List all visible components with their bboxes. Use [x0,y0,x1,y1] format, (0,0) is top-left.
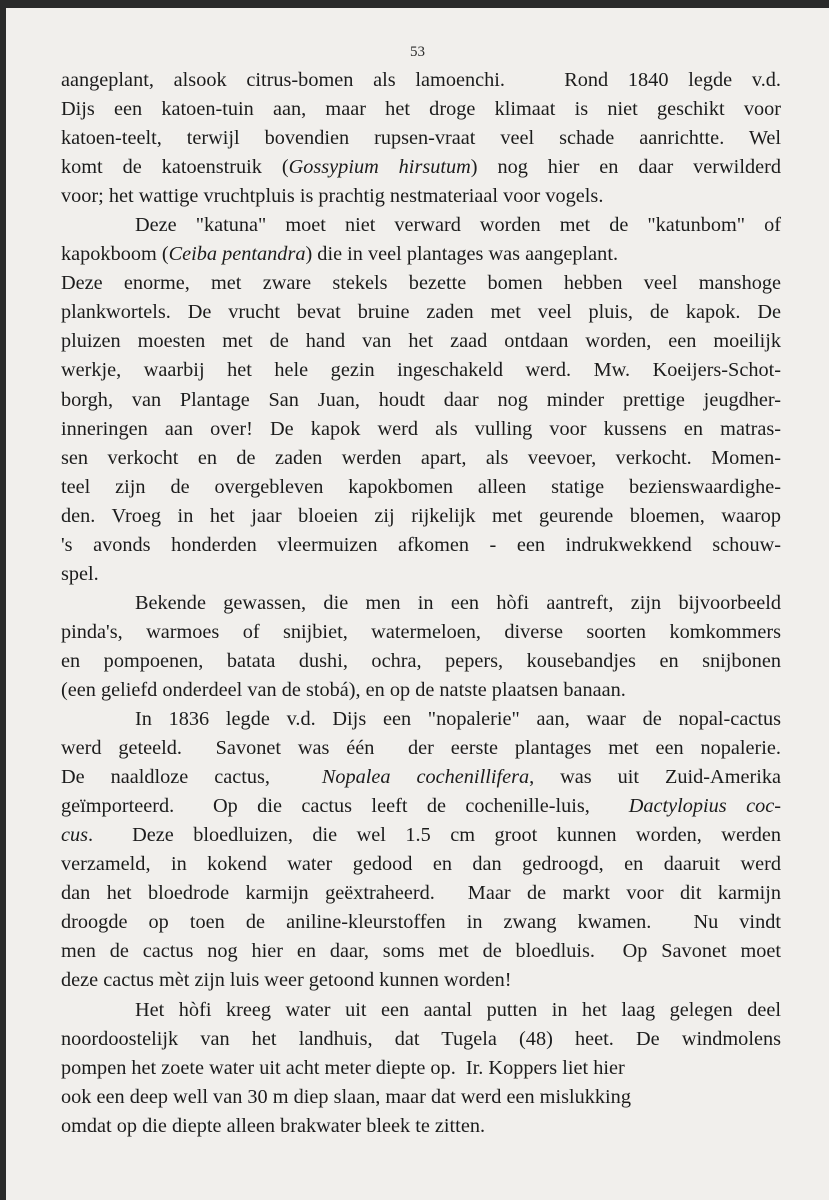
text-line [61,937,781,966]
text-run: droogde op toen de aniline-kleurstoffen in zwang kwamen. Nu vindt [61,911,781,934]
text-run: pinda's, warmoes of snijbiet, watermeloen, diverse soorten komkommers [61,620,781,643]
text-line [61,531,781,560]
text-run: Dijs een katoen-tuin aan, maar het droge klimaat is niet geschikt voor [61,98,781,121]
text-run: komt de katoenstruik ( [61,156,289,179]
text-run: noordoostelijk van het landhuis, dat Tugela (48) heet. De windmolens [61,1027,781,1050]
text-line [61,966,781,995]
text-run: men de cactus nog hier en daar, soms met de bloedluis. Op Savonet moet [61,940,781,963]
paragraph-first-line [61,211,781,240]
text-run: In 1836 legde v.d. Dijs een "nopalerie" aan, waar de nopal-cactus [135,708,781,731]
text-line [61,240,781,269]
text-run: plankwortels. De vrucht bevat bruine zaden met veel pluis, de kapok. De [61,301,781,324]
text-line [61,792,781,821]
text-run: verzameld, in kokend water gedood en dan gedroogd, en daaruit werd [61,853,781,876]
text-run: , was uit Zuid-Amerika [529,766,782,789]
text-run: 's avonds honderden vleermuizen afkomen - een indrukwekkend schouw- [61,533,781,556]
text-line [61,821,781,850]
text-line [61,560,781,589]
text-line [61,415,781,444]
text-line [61,182,781,211]
text-run: werkje, waarbij het hele gezin ingeschakeld werd. Mw. Koeijers-Schot- [61,359,781,382]
text-run: De naaldloze cactus, [61,766,322,789]
text-run: dan het bloedrode karmijn geëxtraheerd. Maar de markt voor dit karmijn [61,882,781,905]
text-run: (een geliefd onderdeel van de stobá), en op de natste plaatsen banaan. [61,678,626,701]
text-line [61,124,781,153]
text-run: sen verkocht en de zaden werden apart, als veevoer, verkocht. Momen- [61,446,781,469]
text-line [61,908,781,937]
text-run: omdat op die diepte alleen brakwater bleek te zitten. [61,1114,486,1137]
text-run: spel. [61,562,99,585]
text-line [61,734,781,763]
text-run: teel zijn de overgebleven kapokbomen alleen statige bezienswaardighe- [61,475,781,498]
text-line [61,647,781,676]
text-line [61,1054,781,1083]
italic-species-name: Nopalea cochenillifera [321,766,530,789]
page-number: 53 [410,44,425,60]
text-run: pompen het zoete water uit acht meter diepte op. Ir. Koppers liet hier [61,1056,625,1079]
text-line [61,269,781,298]
text-run: den. Vroeg in het jaar bloeien zij rijkelijk met geurende bloemen, waarop [61,504,781,527]
italic-species-name: Gossypium hirsutum [288,156,471,179]
text-line [61,66,781,95]
text-run: en pompoenen, batata dushi, ochra, pepers, kousebandjes en snijbonen [61,649,781,672]
text-line [61,153,781,182]
text-line [61,1083,781,1112]
text-run: deze cactus mèt zijn luis weer getoond kunnen worden! [61,969,512,992]
paragraph-first-line [61,996,781,1025]
text-line [61,850,781,879]
paragraph-first-line [61,705,781,734]
text-line [61,95,781,124]
text-run: Bekende gewassen, die men in een hòfi aantreft, zijn bijvoorbeeld [135,591,781,614]
text-run: werd geteeld. Savonet was één der eerste plantages met een nopalerie. [61,737,781,760]
text-run: Deze "katuna" moet niet verward worden met de "katunbom" of [135,214,781,237]
text-line [61,356,781,385]
text-run: kapokboom ( [61,243,169,266]
text-run: . Deze bloedluizen, die wel 1.5 cm groot kunnen worden, werden [88,824,781,847]
text-run: voor; het wattige vruchtpluis is prachtig nestmateriaal voor vogels. [61,185,604,208]
italic-species-name: Ceiba pentandra [168,243,306,266]
text-run: pluizen moesten met de hand van het zaad ontdaan worden, een moeilijk [61,330,781,353]
body-text [61,66,781,1141]
text-run: ook een deep well van 30 m diep slaan, maar dat werd een mislukking [61,1085,631,1108]
text-run: geïmporteerd. Op die cactus leeft de cochenille-luis, [61,795,629,818]
text-line [61,473,781,502]
text-line [61,386,781,415]
italic-species-name: Dactylopius coc- [628,795,781,818]
text-line [61,618,781,647]
text-run: inneringen aan over! De kapok werd als vulling voor kussens en matras- [61,417,781,440]
italic-species-name: cus [61,824,89,847]
text-line [61,298,781,327]
book-page [6,8,829,1200]
text-run: aangeplant, alsook citrus-bomen als lamoenchi. Rond 1840 legde v.d. [61,69,781,91]
text-run: borgh, van Plantage San Juan, houdt daar nog minder prettige jeugdher- [61,388,781,411]
paragraph-first-line [61,589,781,618]
text-line [61,444,781,473]
text-line [61,1025,781,1054]
text-run: Deze enorme, met zware stekels bezette bomen hebben veel manshoge [61,272,781,295]
text-run: ) nog hier en daar verwilderd [470,156,781,179]
text-line [61,327,781,356]
text-line [61,676,781,705]
text-run: ) die in veel plantages was aangeplant. [305,243,619,266]
text-run: katoen-teelt, terwijl bovendien rupsen-vraat veel schade aanrichtte. Wel [61,127,781,150]
text-line [61,1112,781,1141]
text-run: Het hòfi kreeg water uit een aantal putten in het laag gelegen deel [135,998,781,1021]
text-line [61,502,781,531]
text-line [61,879,781,908]
text-line [61,763,781,792]
